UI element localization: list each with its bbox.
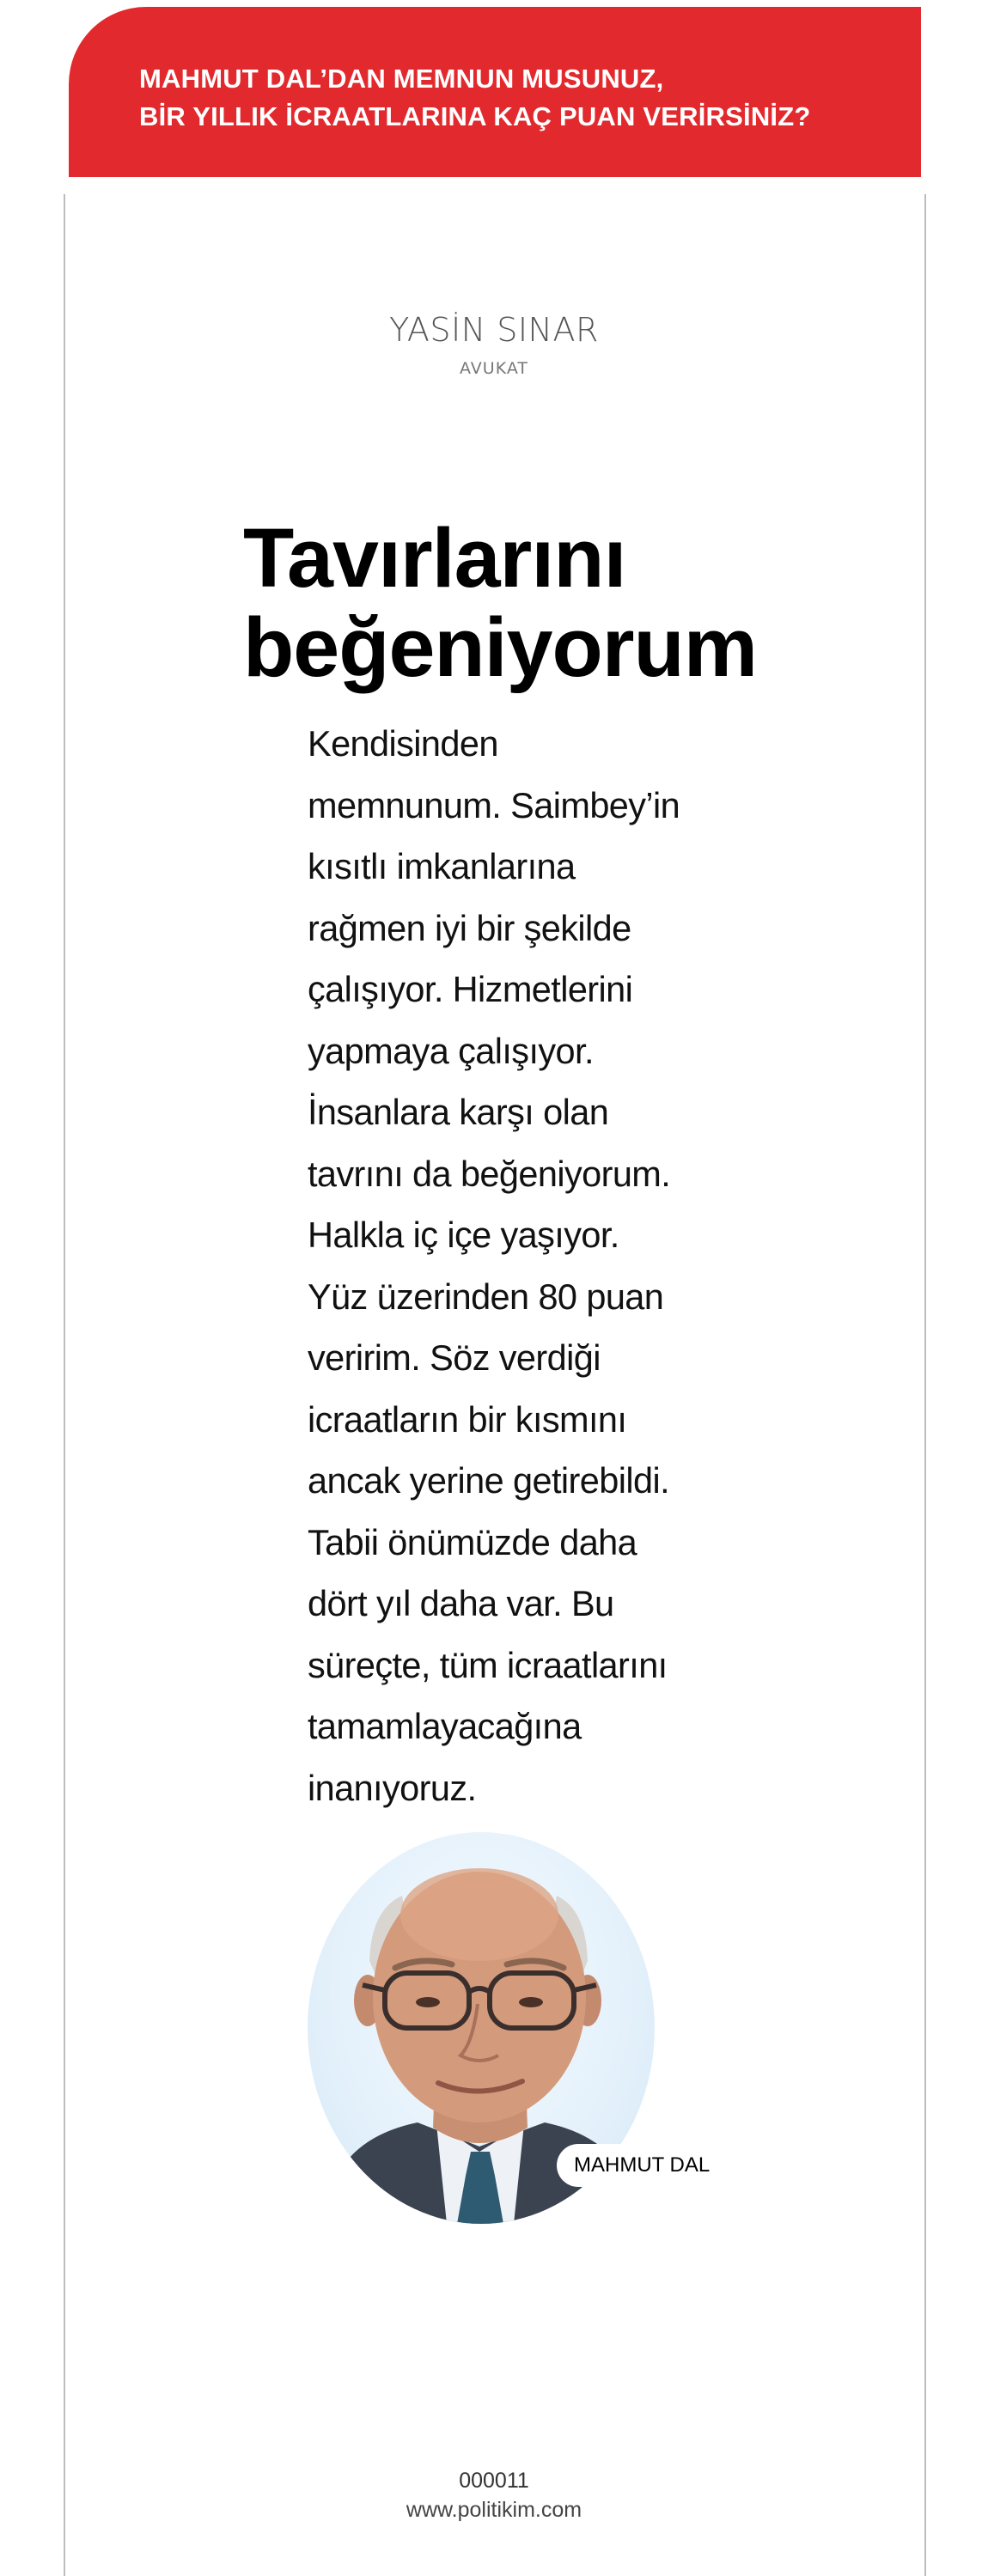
body-line: Yüz üzerinden 80 puan xyxy=(308,1276,664,1317)
body-line: rağmen iyi bir şekilde xyxy=(308,907,631,948)
author-name: YASİN SINAR xyxy=(389,311,599,349)
body-line: ancak yerine getirebildi. xyxy=(308,1460,669,1501)
banner-question-line-1: MAHMUT DAL’DAN MEMNUN MUSUNUZ, xyxy=(139,64,664,94)
body-line: dört yıl daha var. Bu xyxy=(308,1583,614,1623)
website-url: www.politikim.com xyxy=(406,2498,582,2522)
body-line: Halkla iç içe yaşıyor. xyxy=(308,1215,619,1255)
photo-caption: MAHMUT DAL xyxy=(557,2144,732,2187)
body-line: tavrını da beğeniyorum. xyxy=(308,1153,671,1194)
body-line: veririm. Söz verdiği xyxy=(308,1337,601,1378)
headline-line-1: Tavırlarını xyxy=(243,511,626,605)
page-number: 000011 xyxy=(459,2469,529,2493)
body-line: yapmaya çalışıyor. xyxy=(308,1030,594,1071)
body-line: inanıyoruz. xyxy=(308,1767,477,1808)
header-banner xyxy=(69,7,921,177)
headline-line-2: beğeniyorum xyxy=(243,600,758,694)
body-line: Tabii önümüzde daha xyxy=(308,1521,637,1562)
body-line: süreçte, tüm icraatlarını xyxy=(308,1644,668,1685)
body-line: memnunum. Saimbey’in xyxy=(308,784,680,825)
article-body xyxy=(308,713,729,1818)
body-line: Kendisinden xyxy=(308,723,498,764)
article-headline xyxy=(243,511,845,694)
body-line: kısıtlı imkanlarına xyxy=(308,846,576,886)
body-line: İnsanlara karşı olan xyxy=(308,1092,609,1132)
frame-border-right xyxy=(924,194,926,2576)
author-title: AVUKAT xyxy=(460,359,528,378)
body-line: çalışıyor. Hizmetlerini xyxy=(308,969,633,1009)
banner-question-line-2: BİR YILLIK İCRAATLARINA KAÇ PUAN VERİRSİNİZ? xyxy=(139,101,811,131)
body-line: icraatların bir kısmını xyxy=(308,1398,627,1440)
body-line: tamamlayacağına xyxy=(308,1706,582,1746)
frame-border-left xyxy=(64,194,65,2576)
